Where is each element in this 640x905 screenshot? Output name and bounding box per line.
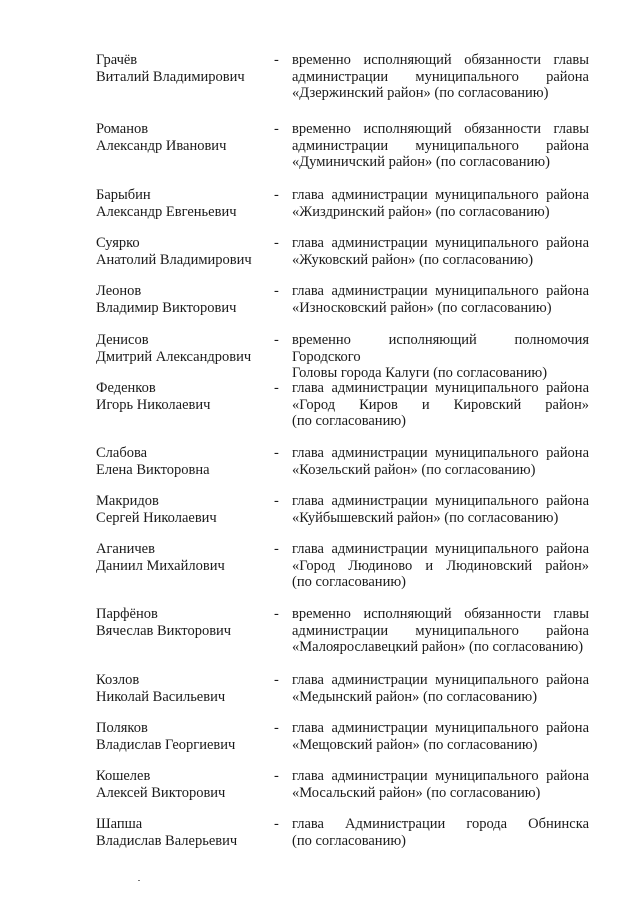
surname: Денисов [96, 332, 149, 348]
person-name [96, 816, 276, 850]
position-line: «Город Киров и Кировский район» [292, 396, 589, 413]
position-description [292, 816, 589, 849]
surname: Козлов [96, 672, 140, 688]
person-name [96, 121, 276, 155]
given-names: Алексей Викторович [96, 785, 226, 801]
position-line: администрации муниципального района [292, 622, 589, 639]
surname: Романов [96, 121, 149, 137]
person-name [96, 283, 276, 317]
person-name [96, 332, 276, 366]
surname: Аганичев [96, 541, 155, 557]
person-name [96, 380, 276, 414]
dash-separator: - [274, 493, 279, 509]
dash-separator: - [274, 380, 279, 396]
position-line: «Куйбышевский район» (по согласованию) [292, 509, 559, 526]
dash-separator: - [274, 121, 279, 137]
position-line: глава администрации муниципального района [292, 672, 589, 688]
position-line: глава администрации муниципального района [292, 493, 589, 509]
position-line: временно исполняющий обязанности главы [292, 52, 589, 68]
position-description [292, 768, 589, 801]
dash-separator: - [274, 332, 279, 348]
position-description [292, 493, 589, 526]
dash-separator: - [274, 720, 279, 736]
surname: Феденков [96, 380, 156, 396]
surname: Поляков [96, 720, 148, 736]
position-line: глава администрации муниципального района [292, 283, 589, 299]
person-name [96, 720, 276, 754]
given-names: Владислав Георгиевич [96, 737, 236, 753]
position-description [292, 380, 589, 430]
given-names: Виталий Владимирович [96, 69, 245, 85]
position-line: (по согласованию) [292, 832, 406, 849]
position-description [292, 672, 589, 705]
position-line: глава администрации муниципального района [292, 720, 589, 736]
given-names: Анатолий Владимирович [96, 252, 252, 268]
position-line: глава администрации муниципального района [292, 235, 589, 251]
given-names: Владимир Викторович [96, 300, 237, 316]
position-line: «Козельский район» (по согласованию) [292, 461, 536, 478]
position-line: «Износковский район» (по согласованию) [292, 299, 552, 316]
dash-separator: - [274, 445, 279, 461]
scan-mark [138, 880, 140, 881]
position-line: «Город Людиново и Людиновский район» [292, 557, 589, 574]
position-line: «Думиничский район» (по согласованию) [292, 154, 550, 170]
dash-separator: - [274, 816, 279, 832]
position-description [292, 121, 589, 171]
given-names: Сергей Николаевич [96, 510, 217, 526]
position-line: временно исполняющий обязанности главы [292, 121, 589, 137]
position-description [292, 235, 589, 268]
position-line: Головы города Калуги (по согласованию) [292, 365, 548, 381]
position-line: «Медынский район» (по согласованию) [292, 688, 538, 705]
person-name [96, 493, 276, 527]
person-name [96, 52, 276, 86]
position-line: (по согласованию) [292, 574, 406, 590]
given-names: Николай Васильевич [96, 689, 226, 705]
position-description [292, 720, 589, 753]
given-names: Дмитрий Александрович [96, 349, 252, 365]
surname: Шапша [96, 816, 143, 832]
position-line: глава администрации муниципального района [292, 541, 589, 557]
position-line: «Малоярославецкий район» (по согласованию) [292, 639, 584, 655]
position-description [292, 52, 589, 102]
person-name [96, 606, 276, 640]
position-line: «Жиздринский район» (по согласованию) [292, 203, 550, 220]
dash-separator: - [274, 768, 279, 784]
position-description [292, 541, 589, 591]
surname: Слабова [96, 445, 148, 461]
position-line: (по согласованию) [292, 413, 406, 429]
position-line: глава администрации муниципального района [292, 187, 589, 203]
dash-separator: - [274, 541, 279, 557]
position-description [292, 283, 589, 316]
dash-separator: - [274, 235, 279, 251]
given-names: Елена Викторовна [96, 462, 210, 478]
position-line: «Мосальский район» (по согласованию) [292, 784, 541, 801]
position-line: «Мещовский район» (по согласованию) [292, 736, 538, 753]
surname: Грачёв [96, 52, 138, 68]
position-line: глава администрации муниципального района [292, 445, 589, 461]
person-name [96, 768, 276, 802]
person-name [96, 187, 276, 221]
position-line: администрации муниципального района [292, 68, 589, 85]
given-names: Владислав Валерьевич [96, 833, 238, 849]
position-description [292, 606, 589, 656]
given-names: Александр Иванович [96, 138, 227, 154]
position-line: глава администрации муниципального района [292, 768, 589, 784]
position-line: «Дзержинский район» (по согласованию) [292, 85, 549, 101]
surname: Кошелев [96, 768, 151, 784]
surname: Леонов [96, 283, 142, 299]
dash-separator: - [274, 187, 279, 203]
position-line: «Жуковский район» (по согласованию) [292, 251, 534, 268]
given-names: Даниил Михайлович [96, 558, 225, 574]
position-description [292, 332, 589, 382]
dash-separator: - [274, 606, 279, 622]
position-line: глава Администрации города Обнинска [292, 816, 589, 832]
given-names: Александр Евгеньевич [96, 204, 237, 220]
surname: Барыбин [96, 187, 151, 203]
given-names: Вячеслав Викторович [96, 623, 232, 639]
surname: Макридов [96, 493, 159, 509]
person-name [96, 235, 276, 269]
surname: Суярко [96, 235, 140, 251]
position-line: администрации муниципального района [292, 137, 589, 154]
position-line: глава администрации муниципального района [292, 380, 589, 396]
dash-separator: - [274, 283, 279, 299]
surname: Парфёнов [96, 606, 158, 622]
person-name [96, 445, 276, 479]
position-description [292, 187, 589, 220]
person-name [96, 672, 276, 706]
person-name [96, 541, 276, 575]
dash-separator: - [274, 52, 279, 68]
given-names: Игорь Николаевич [96, 397, 211, 413]
dash-separator: - [274, 672, 279, 688]
position-description [292, 445, 589, 478]
position-line: временно исполняющий полномочия Городского [292, 332, 589, 365]
position-line: временно исполняющий обязанности главы [292, 606, 589, 622]
